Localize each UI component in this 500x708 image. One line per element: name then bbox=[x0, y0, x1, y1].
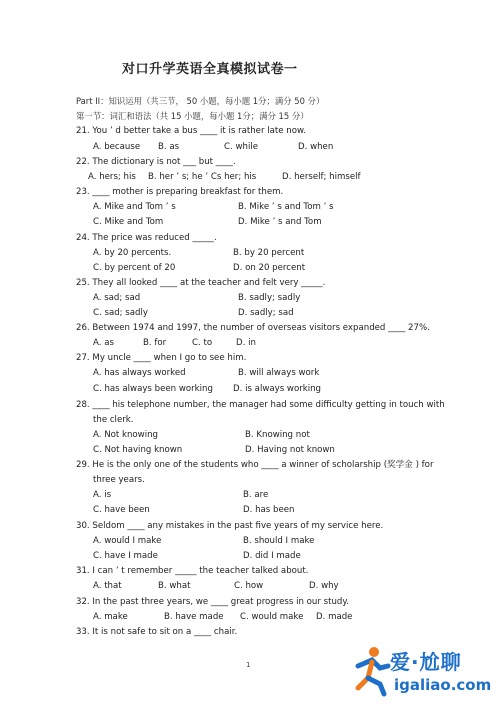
option: B. what bbox=[158, 581, 191, 591]
option: D. herself; himself bbox=[282, 172, 361, 182]
option: C. have I made bbox=[93, 551, 158, 561]
question-stem: 26. Between 1974 and 1997, the number of overseas visitors expanded ____ 27%. bbox=[76, 323, 430, 333]
option: C. sad; sadly bbox=[93, 308, 148, 318]
option: C. would make bbox=[240, 612, 304, 622]
page-title: 对口升学英语全真模拟试卷一 bbox=[122, 62, 298, 77]
option: D. has been bbox=[243, 505, 295, 515]
option: C. have been bbox=[93, 505, 150, 515]
option: D. is always working bbox=[233, 384, 322, 394]
page-number: 1 bbox=[246, 661, 251, 669]
question-stem: 23. ____ mother is preparing breakfast for them. bbox=[76, 187, 284, 197]
question-stem: 32. In the past three years, we ____ great progress in our study. bbox=[76, 597, 349, 607]
question-stem: 21. You ’ d better take a bus ____ it is rather late now. bbox=[76, 126, 306, 136]
question-stem: 22. The dictionary is not ___ but ____. bbox=[76, 157, 236, 167]
option: D. sadly; sad bbox=[238, 308, 294, 318]
option: A. as bbox=[93, 338, 114, 348]
option: A. because bbox=[93, 142, 141, 152]
question-stem: 25. They all looked ____ at the teacher and felt very _____. bbox=[76, 278, 326, 288]
question-stem: 24. The price was reduced _____. bbox=[76, 233, 217, 243]
option: B. have made bbox=[164, 612, 224, 622]
option: B. are bbox=[243, 490, 269, 500]
option: A. hers; his bbox=[88, 172, 136, 182]
question-stem: 31. I can ’ t remember _____ the teacher talked about. bbox=[76, 566, 309, 576]
question-stem: 29. He is the only one of the students who ____ a winner of scholarship (奖学金 ) for bbox=[76, 460, 434, 470]
question-stem-continued: three years. bbox=[93, 475, 145, 485]
question-stem: 33. It is not safe to sit on a ____ chair. bbox=[76, 627, 238, 637]
option: C. Mike and Tom bbox=[93, 217, 164, 227]
option: B. sadly; sadly bbox=[238, 293, 301, 303]
option: A. has always worked bbox=[93, 368, 186, 378]
watermark-logo bbox=[350, 640, 500, 708]
section-heading: 第一节：词汇和语法（共 15 小题，每小题 1分；满分 15 分） bbox=[76, 111, 309, 121]
option: A. Mike and Tom ’ s bbox=[93, 202, 176, 212]
option: D. in bbox=[236, 338, 256, 348]
option: C. while bbox=[224, 142, 259, 152]
option: D. when bbox=[298, 142, 334, 152]
option: D. did I made bbox=[243, 551, 301, 561]
option: A. by 20 percents. bbox=[93, 248, 172, 258]
option: B. for bbox=[143, 338, 167, 348]
option: C. to bbox=[192, 338, 213, 348]
option: D. Mike ’ s and Tom bbox=[238, 217, 322, 227]
option: D. on 20 percent bbox=[233, 263, 306, 273]
option: C. by percent of 20 bbox=[93, 263, 176, 273]
question-stem-continued: the clerk. bbox=[93, 415, 134, 425]
option: B. should I make bbox=[243, 536, 315, 546]
option: B. Knowing not bbox=[245, 430, 310, 440]
option: B. Mike ’ s and Tom ’ s bbox=[238, 202, 334, 212]
option: B. by 20 percent bbox=[233, 248, 305, 258]
option: A. would I make bbox=[93, 536, 162, 546]
option: A. that bbox=[93, 581, 122, 591]
option: B. her ’ s; he ’ Cs her; his bbox=[148, 172, 257, 182]
option: D. why bbox=[309, 581, 339, 591]
runner-icon bbox=[350, 644, 394, 698]
option: D. Having not known bbox=[245, 445, 335, 455]
option: A. make bbox=[93, 612, 128, 622]
option: B. will always work bbox=[238, 368, 320, 378]
watermark-cn-text: 爱·尬聊 bbox=[390, 650, 462, 674]
watermark-url-text: igaliao.com bbox=[394, 676, 492, 694]
part-heading: Part II：知识运用（共三节， 50 小题，每小题 1分；满分 50 分） bbox=[76, 96, 325, 106]
option: C. how bbox=[234, 581, 264, 591]
question-stem: 30. Seldom ____ any mistakes in the past five years of my service here. bbox=[76, 521, 384, 531]
option: A. is bbox=[93, 490, 112, 500]
option: A. Not knowing bbox=[93, 430, 158, 440]
option: C. Not having known bbox=[93, 445, 183, 455]
option: A. sad; sad bbox=[93, 293, 141, 303]
question-stem: 27. My uncle ____ when I go to see him. bbox=[76, 353, 247, 363]
option: C. has always been working bbox=[93, 384, 213, 394]
question-stem: 28. ____ his telephone number, the manager had some difficulty getting in touch with bbox=[76, 400, 445, 410]
option: B. as bbox=[158, 142, 180, 152]
option: D. made bbox=[316, 612, 353, 622]
